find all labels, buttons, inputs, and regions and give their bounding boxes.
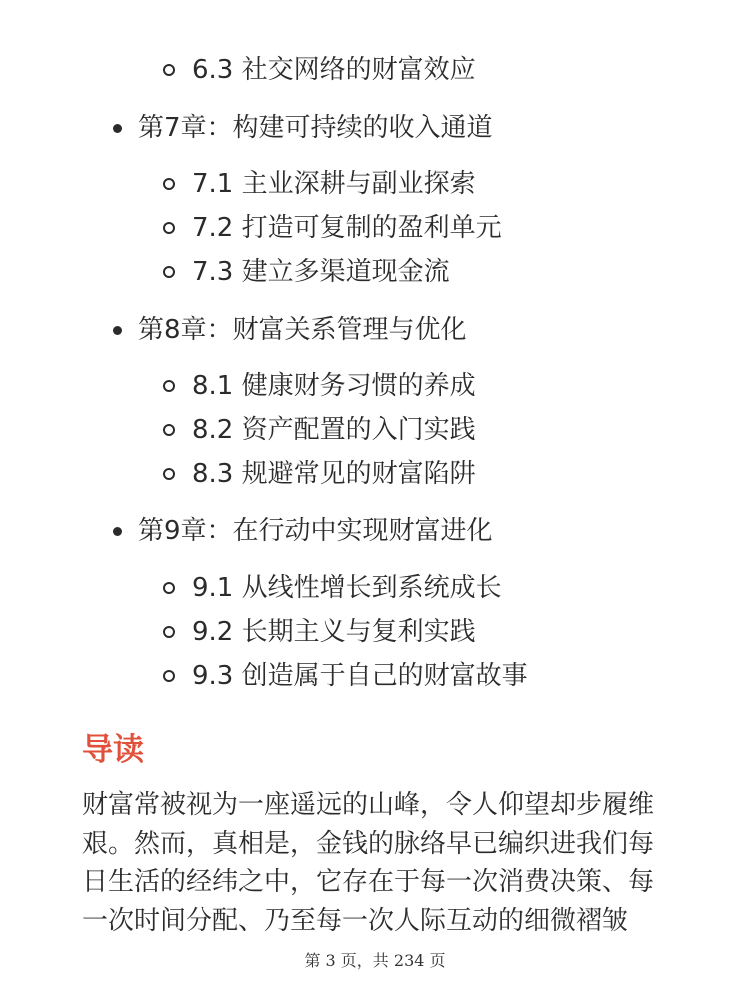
paragraph-line: 财富常被视为一座遥远的山峰，令人仰望却步履维 — [82, 790, 655, 820]
toc-subitem-8-3[interactable] — [163, 454, 476, 494]
section-heading: 导读 — [82, 732, 144, 768]
toc-subitem-text: 8.2 资产配置的入门实践 — [192, 415, 476, 445]
toc-subitem-9-3[interactable] — [163, 656, 528, 696]
page-number-footer: 第 3 页，共 234 页 — [304, 951, 446, 970]
toc-subitem-text: 8.1 健康财务习惯的养成 — [192, 371, 476, 401]
toc-subitem-9-1[interactable] — [163, 568, 502, 608]
circle-bullet-icon — [163, 380, 175, 392]
circle-bullet-icon — [163, 178, 175, 190]
circle-bullet-icon — [163, 222, 175, 234]
circle-bullet-icon — [163, 468, 175, 480]
toc-subitem-text: 9.1 从线性增长到系统成长 — [192, 573, 502, 603]
toc-subitem-text: 6.3 社交网络的财富效应 — [192, 55, 476, 85]
circle-bullet-icon — [163, 64, 175, 76]
paragraph-line: 日生活的经纬之中，它存在于每一次消费决策、每 — [82, 867, 655, 897]
circle-bullet-icon — [163, 582, 175, 594]
toc-subitem-text: 9.2 长期主义与复利实践 — [192, 617, 476, 647]
circle-bullet-icon — [163, 670, 175, 682]
toc-subitem-9-2[interactable] — [163, 612, 476, 652]
paragraph-line: 艰。然而，真相是，金钱的脉络早已编织进我们每 — [82, 828, 655, 859]
toc-subitem-text: 8.3 规避常见的财富陷阱 — [192, 459, 476, 489]
toc-subitem-6-3[interactable] — [163, 50, 476, 90]
toc-chapter-text: 第7章：构建可持续的收入通道 — [138, 113, 493, 143]
toc-chapter-text: 第9章：在行动中实现财富进化 — [138, 516, 493, 546]
toc-chapter-text: 第8章：财富关系管理与优化 — [138, 315, 467, 345]
intro-paragraph — [82, 786, 682, 940]
disc-bullet-icon — [113, 527, 122, 536]
circle-bullet-icon — [163, 626, 175, 638]
toc-subitem-7-1[interactable] — [163, 164, 476, 204]
toc-subitem-text: 7.1 主业深耕与副业探索 — [192, 169, 476, 199]
toc-subitem-7-2[interactable] — [163, 208, 502, 248]
paragraph-line: 一次时间分配、乃至每一次人际互动的细微褶皱 — [82, 905, 629, 936]
toc-subitem-text: 7.3 建立多渠道现金流 — [192, 257, 450, 287]
toc-chapter-8[interactable] — [113, 310, 467, 350]
disc-bullet-icon — [113, 326, 122, 335]
disc-bullet-icon — [113, 124, 122, 133]
circle-bullet-icon — [163, 266, 175, 278]
circle-bullet-icon — [163, 424, 175, 436]
toc-subitem-text: 7.2 打造可复制的盈利单元 — [192, 213, 502, 243]
toc-subitem-8-2[interactable] — [163, 410, 476, 450]
toc-subitem-7-3[interactable] — [163, 252, 450, 292]
toc-subitem-text: 9.3 创造属于自己的财富故事 — [192, 661, 528, 691]
toc-chapter-9[interactable] — [113, 511, 493, 551]
toc-subitem-8-1[interactable] — [163, 366, 476, 406]
toc-chapter-7[interactable] — [113, 108, 493, 148]
